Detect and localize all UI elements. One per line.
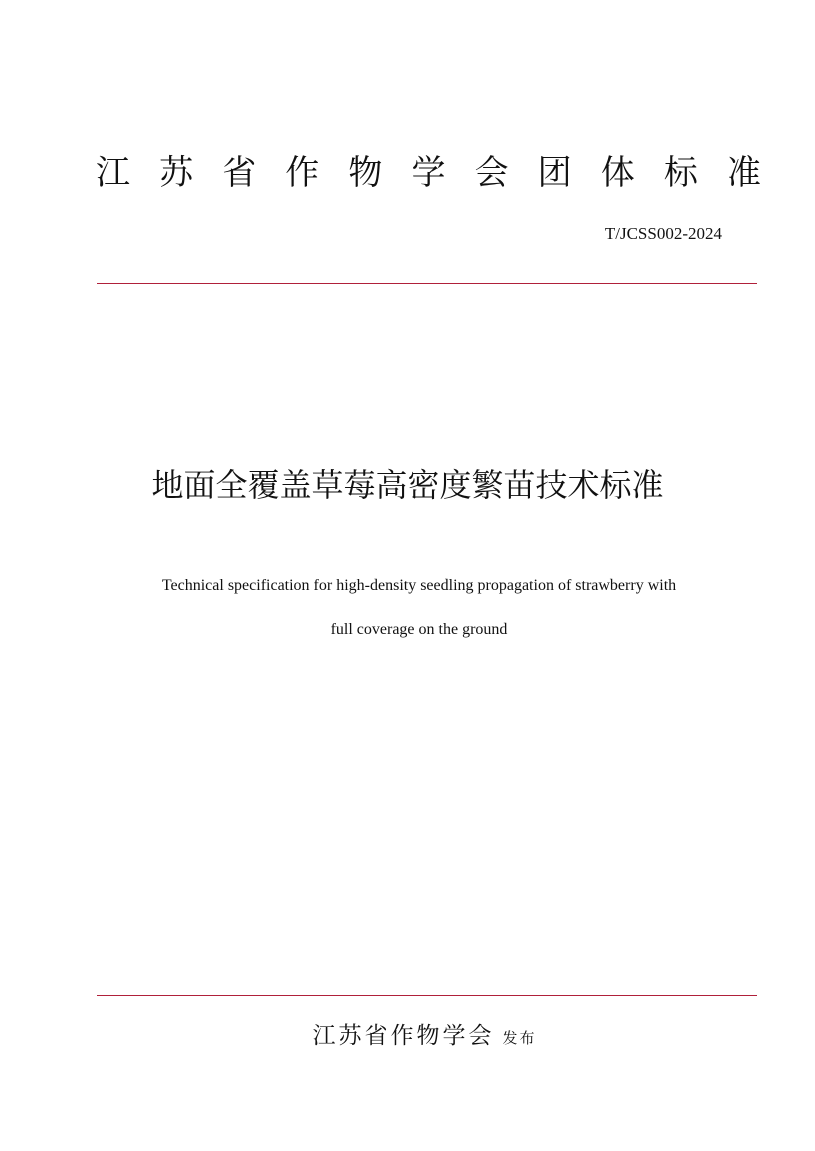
english-title-line-1: Technical specification for high-density seedling propagation of strawberry with bbox=[161, 577, 677, 594]
bottom-divider bbox=[97, 995, 757, 996]
standard-number: T/JCSS002-2024 bbox=[604, 224, 722, 243]
chinese-title: 地面全覆盖草莓高密度繁苗技术标准 bbox=[151, 466, 664, 504]
header-char: 标 bbox=[663, 153, 698, 193]
english-title-line-2: full coverage on the ground bbox=[330, 621, 508, 638]
publisher-line bbox=[0, 1016, 815, 1058]
header-char: 体 bbox=[600, 153, 635, 193]
publish-label: 发布 bbox=[502, 1029, 537, 1047]
top-divider bbox=[97, 283, 757, 284]
header-char: 省 bbox=[222, 153, 257, 193]
publisher-name: 江苏省作物学会 bbox=[312, 1023, 495, 1049]
header-char: 准 bbox=[726, 153, 761, 193]
org-standard-header bbox=[96, 148, 761, 198]
header-char: 苏 bbox=[159, 153, 194, 193]
header-char: 学 bbox=[411, 153, 446, 193]
header-char: 会 bbox=[474, 153, 509, 193]
header-char: 物 bbox=[348, 153, 383, 193]
header-char: 江 bbox=[96, 153, 130, 193]
header-char: 团 bbox=[537, 153, 572, 193]
header-char: 作 bbox=[285, 153, 320, 193]
